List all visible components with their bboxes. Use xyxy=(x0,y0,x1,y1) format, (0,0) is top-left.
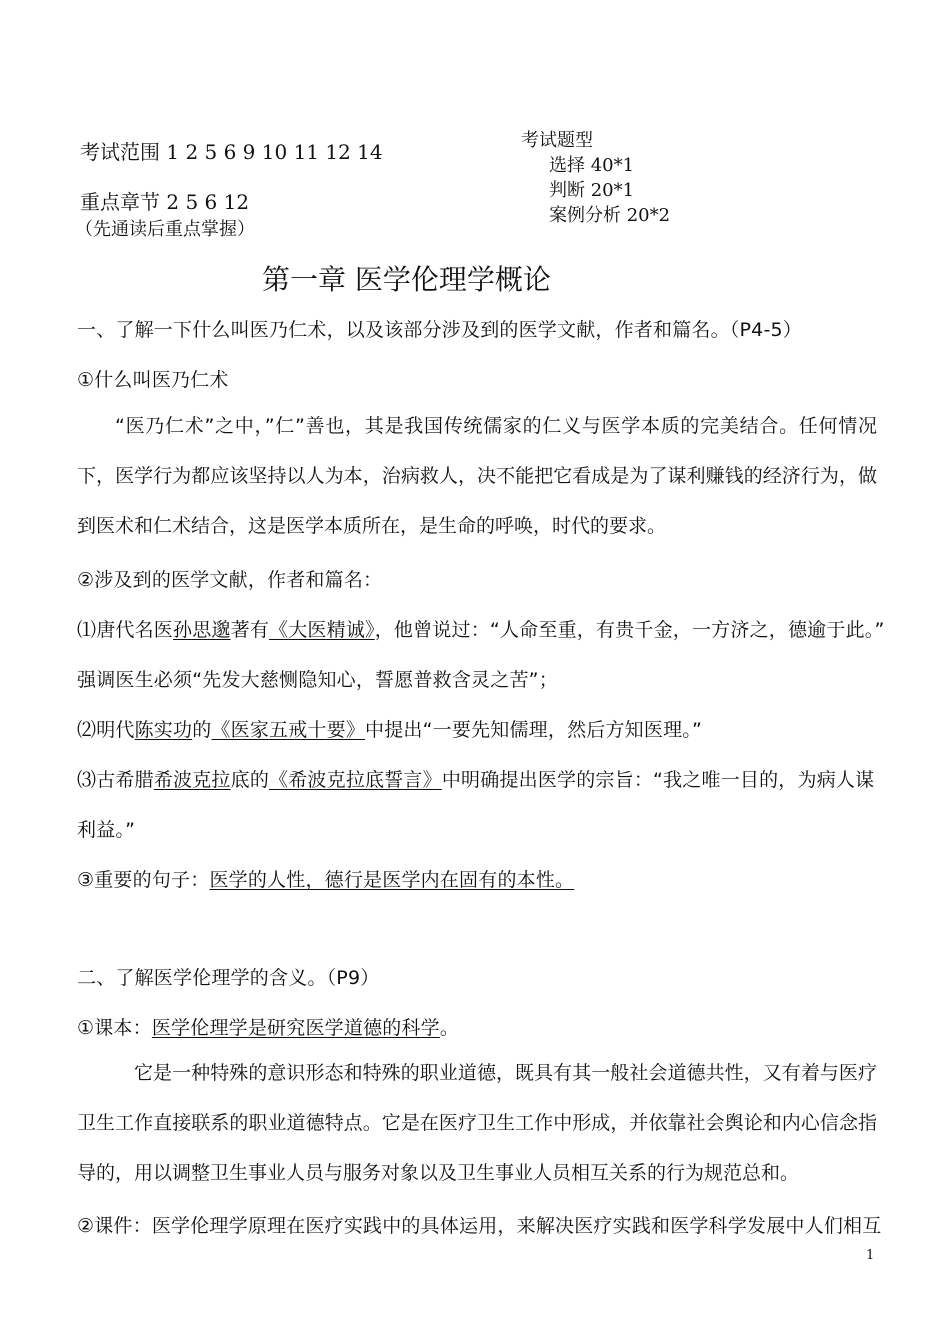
question-type-case: 案例分析 20*2 xyxy=(549,205,671,226)
chapter-title: 第一章 医学伦理学概论 xyxy=(262,263,551,296)
item2-mid: 的 xyxy=(192,719,212,741)
item2-author: 陈实功 xyxy=(134,719,193,741)
item3-quote: 中明确提出医学的宗旨：“我之唯一目的，为病人谋 xyxy=(441,769,875,791)
item3-prefix: ⑶古希腊 xyxy=(77,769,154,791)
important-sentence-label: ③重要的句子： xyxy=(77,869,210,891)
textbook-definition-text: 医学伦理学是研究医学道德的科学 xyxy=(151,1017,440,1039)
question-type-choice: 选择 40*1 xyxy=(549,155,635,176)
section1-sub1-paragraph: “医乃仁术”之中，”仁”善也，其是我国传统儒家的仁义与医学本质的完美结合。任何情况下，医学行为都应该坚持以人为本，治病救人，决不能把它看成是为了谋利赚钱的经济行为，做到医术和仁术结合，这是医学本质所在，是生命的呼唤，时代的要求。 xyxy=(77,415,877,537)
textbook-definition-end: 。 xyxy=(439,1017,460,1039)
item2-quote: 中提出“一要先知儒理，然后方知医理。” xyxy=(365,719,703,741)
item1-prefix: ⑴唐代名医 xyxy=(77,619,174,641)
section2-heading: 二、了解医学伦理学的含义。（P9） xyxy=(77,967,380,989)
item3-mid: 底的 xyxy=(230,769,270,791)
key-chapters-note: （先通读后重点掌握） xyxy=(75,219,255,240)
key-chapters: 重点章节 2 5 6 12 xyxy=(80,190,250,214)
section2-paragraph: 它是一种特殊的意识形态和特殊的职业道德，既具有其一般社会道德共性，又有着与医疗卫生工作直接联系的职业道德特点。它是在医疗卫生工作中形成，并依靠社会舆论和内心信念指导的，用以调整卫生事业人员与服务对象以及卫生事业人员相互关系的行为规范总和。 xyxy=(77,1062,877,1184)
exam-scope: 考试范围 1 2 5 6 9 10 11 12 14 xyxy=(80,140,383,164)
textbook-definition xyxy=(77,1013,459,1040)
item3-work: 《希波克拉底誓言》 xyxy=(269,769,442,791)
item2-work: 《医家五戒十要》 xyxy=(211,719,366,741)
item1-author: 孙思邈 xyxy=(173,619,231,641)
literature-item-1-line2: 强调医生必须“先发大慈恻隐知心，誓愿普救含灵之苦”； xyxy=(77,669,558,691)
question-types-title: 考试题型 xyxy=(521,130,593,151)
section1-sub1-title: ①什么叫医乃仁术 xyxy=(77,369,229,391)
textbook-label: ①课本： xyxy=(77,1017,152,1039)
question-type-judge: 判断 20*1 xyxy=(549,180,635,201)
item1-work: 《大医精诚》 xyxy=(269,619,375,641)
important-sentence xyxy=(77,865,574,892)
item1-mid: 著有 xyxy=(230,619,270,641)
section1-sub2-title: ②涉及到的医学文献，作者和篇名： xyxy=(77,569,383,591)
literature-item-3-line2: 利益。” xyxy=(77,819,136,841)
courseware-definition: ②课件：医学伦理学原理在医疗实践中的具体运用，来解决医疗实践和医学科学发展中人们相互 xyxy=(77,1215,882,1237)
item2-prefix: ⑵明代 xyxy=(77,719,135,741)
item3-author: 希波克拉 xyxy=(153,769,231,791)
literature-item-3 xyxy=(77,765,874,792)
item1-quote: ，他曾说过：“人命至重，有贵千金，一方济之，德逾于此。” xyxy=(374,619,885,641)
section1-heading: 一、了解一下什么叫医乃仁术，以及该部分涉及到的医学文献，作者和篇名。（P4-5） xyxy=(77,319,802,341)
literature-item-2 xyxy=(77,715,702,742)
page-number: 1 xyxy=(866,1248,875,1263)
literature-item-1 xyxy=(77,615,885,642)
important-sentence-text: 医学的人性，德行是医学内在固有的本性。 xyxy=(209,869,575,891)
